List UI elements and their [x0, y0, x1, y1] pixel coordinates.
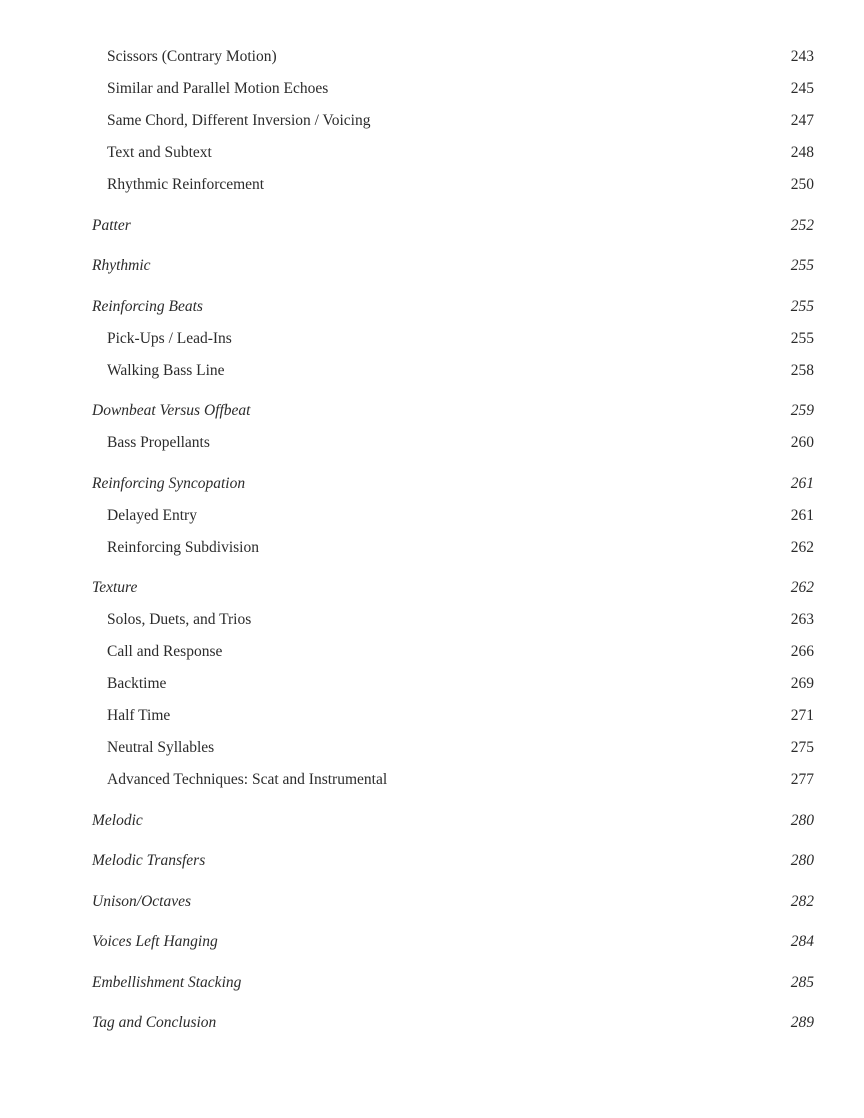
toc-subsection-entry[interactable] — [92, 427, 814, 459]
table-of-contents — [92, 41, 814, 1039]
toc-entry-title: Reinforcing Subdivision — [107, 538, 259, 556]
toc-entry-title: Melodic Transfers — [92, 852, 206, 869]
toc-entry-page-number: 245 — [790, 80, 814, 97]
toc-section-entry[interactable] — [92, 967, 814, 999]
toc-subsection-entry[interactable] — [92, 700, 814, 732]
toc-entry-title: Call and Response — [107, 643, 223, 660]
toc-entry-title: Solos, Duets, and Trios — [107, 611, 252, 628]
toc-entry-title: Backtime — [107, 675, 167, 692]
toc-section-entry[interactable] — [92, 468, 814, 500]
toc-subsection-entry[interactable] — [92, 532, 814, 564]
toc-subsection-entry[interactable] — [92, 323, 814, 355]
toc-entry-page-number: 263 — [790, 611, 814, 628]
toc-entry-title: Downbeat Versus Offbeat — [92, 402, 251, 419]
toc-entry-page-number: 255 — [790, 257, 814, 274]
toc-subsection-entry[interactable] — [92, 169, 814, 201]
toc-entry-title: Text and Subtext — [107, 144, 212, 161]
toc-subsection-entry[interactable] — [92, 105, 814, 137]
toc-entry-page-number: 243 — [790, 48, 814, 65]
toc-section-entry[interactable] — [92, 845, 814, 877]
toc-entry-title: Bass Propellants — [107, 434, 210, 451]
toc-section-entry[interactable] — [92, 886, 814, 918]
toc-entry-page-number: 255 — [790, 329, 814, 347]
toc-section-entry[interactable] — [92, 926, 814, 958]
toc-entry-page-number: 277 — [790, 771, 814, 788]
toc-entry-page-number: 248 — [790, 144, 814, 161]
toc-entry-title: Tag and Conclusion — [92, 1014, 217, 1031]
toc-entry-title: Patter — [92, 216, 131, 234]
toc-subsection-entry[interactable] — [92, 355, 814, 387]
toc-subsection-entry[interactable] — [92, 636, 814, 668]
toc-entry-page-number: 275 — [790, 739, 814, 756]
toc-section-entry[interactable] — [92, 395, 814, 427]
toc-entry-title: Voices Left Hanging — [92, 933, 218, 950]
toc-entry-page-number: 260 — [790, 434, 814, 451]
toc-entry-title: Melodic — [92, 811, 143, 829]
toc-subsection-entry[interactable] — [92, 764, 814, 796]
toc-subsection-entry[interactable] — [92, 604, 814, 636]
toc-entry-title: Half Time — [107, 707, 171, 724]
toc-entry-page-number: 247 — [790, 112, 814, 129]
toc-entry-title: Similar and Parallel Motion Echoes — [107, 80, 329, 97]
toc-section-entry[interactable] — [92, 250, 814, 282]
toc-entry-page-number: 255 — [790, 297, 814, 315]
toc-entry-title: Reinforcing Syncopation — [92, 474, 246, 492]
toc-section-entry[interactable] — [92, 805, 814, 837]
toc-section-entry[interactable] — [92, 572, 814, 604]
toc-entry-page-number: 261 — [790, 506, 814, 524]
toc-entry-title: Same Chord, Different Inversion / Voicing — [107, 112, 371, 129]
toc-entry-page-number: 271 — [790, 707, 814, 724]
toc-subsection-entry[interactable] — [92, 41, 814, 73]
toc-subsection-entry[interactable] — [92, 73, 814, 105]
toc-subsection-entry[interactable] — [92, 137, 814, 169]
toc-entry-title: Unison/Octaves — [92, 892, 192, 910]
toc-entry-page-number: 252 — [790, 216, 814, 234]
toc-subsection-entry[interactable] — [92, 668, 814, 700]
toc-entry-title: Scissors (Contrary Motion) — [107, 48, 277, 65]
toc-entry-page-number: 261 — [790, 474, 814, 492]
toc-entry-page-number: 250 — [790, 176, 814, 193]
toc-entry-page-number: 262 — [790, 538, 814, 556]
toc-entry-page-number: 284 — [790, 933, 814, 950]
toc-entry-page-number: 282 — [790, 892, 814, 910]
toc-entry-page-number: 262 — [790, 579, 814, 596]
toc-section-entry[interactable] — [92, 291, 814, 323]
toc-entry-title: Walking Bass Line — [107, 361, 225, 379]
toc-entry-page-number: 269 — [790, 675, 814, 692]
toc-entry-title: Embellishment Stacking — [92, 973, 242, 991]
toc-entry-page-number: 259 — [790, 402, 814, 419]
toc-entry-title: Delayed Entry — [107, 506, 197, 524]
toc-entry-page-number: 258 — [790, 361, 814, 379]
toc-entry-page-number: 280 — [790, 852, 814, 869]
toc-entry-title: Rhythmic Reinforcement — [107, 176, 265, 193]
toc-section-entry[interactable] — [92, 210, 814, 242]
toc-entry-page-number: 285 — [790, 973, 814, 991]
toc-entry-title: Pick-Ups / Lead-Ins — [107, 329, 232, 347]
toc-entry-page-number: 266 — [790, 643, 814, 660]
toc-entry-page-number: 289 — [790, 1014, 814, 1031]
toc-entry-title: Advanced Techniques: Scat and Instrumental — [107, 771, 388, 788]
toc-entry-title: Texture — [92, 579, 138, 596]
toc-entry-title: Reinforcing Beats — [92, 297, 203, 315]
toc-entry-title: Neutral Syllables — [107, 739, 215, 756]
toc-section-entry[interactable] — [92, 1007, 814, 1039]
toc-entry-title: Rhythmic — [92, 257, 151, 274]
toc-subsection-entry[interactable] — [92, 732, 814, 764]
toc-subsection-entry[interactable] — [92, 500, 814, 532]
toc-entry-page-number: 280 — [790, 811, 814, 829]
